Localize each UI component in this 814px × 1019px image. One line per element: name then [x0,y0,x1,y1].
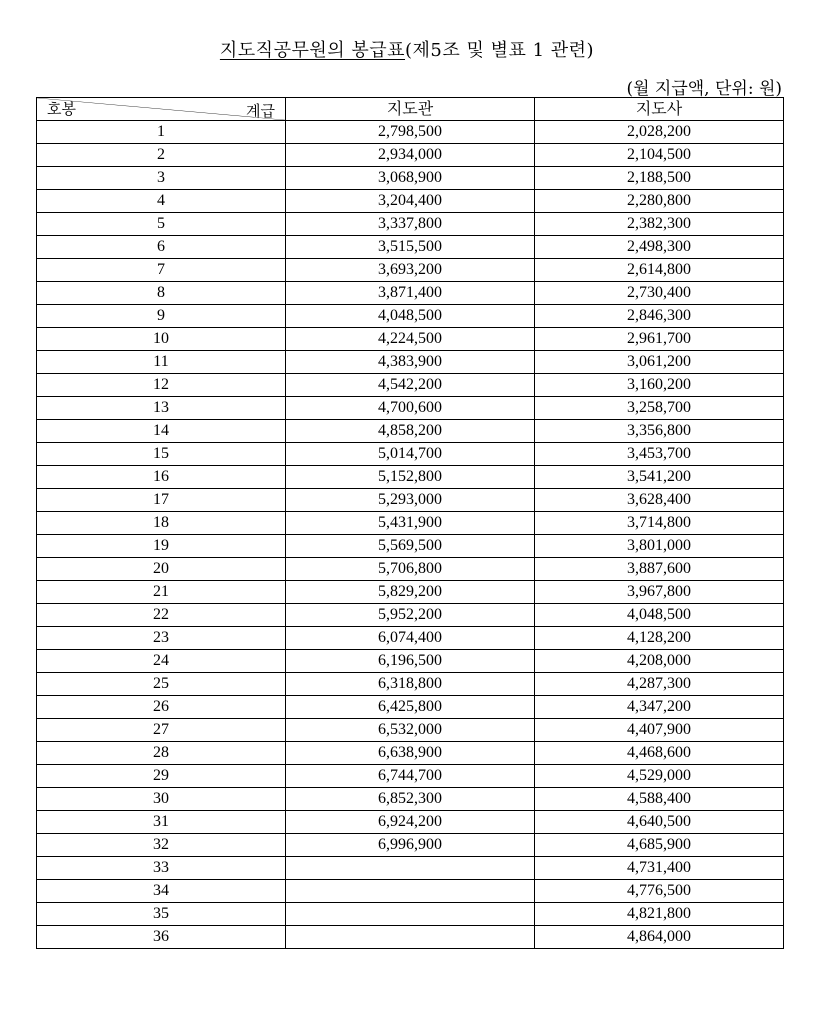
jidosa-salary-cell: 2,382,300 [535,213,784,236]
table-row [37,742,784,765]
table-row [37,190,784,213]
jidogwan-salary-cell: 6,852,300 [286,788,535,811]
jidogwan-salary-cell: 5,014,700 [286,443,535,466]
step-cell: 33 [37,857,286,880]
step-cell: 5 [37,213,286,236]
table-row [37,167,784,190]
step-cell: 29 [37,765,286,788]
step-cell: 36 [37,926,286,949]
jidosa-salary-cell: 4,731,400 [535,857,784,880]
table-row [37,558,784,581]
jidogwan-salary-cell: 5,293,000 [286,489,535,512]
step-cell: 7 [37,259,286,282]
jidogwan-salary-cell: 4,383,900 [286,351,535,374]
step-cell: 31 [37,811,286,834]
jidosa-salary-cell: 4,640,500 [535,811,784,834]
unit-note: (월 지급액, 단위: 원) [626,79,782,99]
jidosa-salary-cell: 3,887,600 [535,558,784,581]
jidosa-salary-cell: 2,104,500 [535,144,784,167]
jidogwan-salary-cell: 5,952,200 [286,604,535,627]
table-row [37,880,784,903]
jidogwan-salary-cell [286,857,535,880]
table-row [37,719,784,742]
jidosa-salary-cell: 4,864,000 [535,926,784,949]
jidogwan-salary-cell: 3,204,400 [286,190,535,213]
table-row [37,627,784,650]
jidosa-salary-cell: 4,685,900 [535,834,784,857]
step-cell: 3 [37,167,286,190]
jidogwan-salary-cell: 5,706,800 [286,558,535,581]
table-row [37,926,784,949]
step-cell: 28 [37,742,286,765]
step-cell: 18 [37,512,286,535]
table-row [37,305,784,328]
jidogwan-salary-cell: 6,638,900 [286,742,535,765]
table-row [37,236,784,259]
step-cell: 12 [37,374,286,397]
step-cell: 9 [37,305,286,328]
table-row [37,788,784,811]
jidosa-salary-cell: 2,028,200 [535,121,784,144]
jidosa-salary-cell: 3,160,200 [535,374,784,397]
table-row [37,765,784,788]
jidogwan-salary-cell: 5,152,800 [286,466,535,489]
table-row [37,535,784,558]
column-header-jidosa: 지도사 [535,98,784,121]
jidosa-salary-cell: 3,258,700 [535,397,784,420]
step-cell: 4 [37,190,286,213]
table-row [37,834,784,857]
title-suffix: (제5조 및 별표 1 관련) [405,40,595,61]
jidosa-salary-cell: 4,048,500 [535,604,784,627]
step-cell: 11 [37,351,286,374]
step-cell: 13 [37,397,286,420]
jidosa-salary-cell: 2,188,500 [535,167,784,190]
jidosa-salary-cell: 3,541,200 [535,466,784,489]
table-row [37,328,784,351]
table-row [37,397,784,420]
jidosa-salary-cell: 3,801,000 [535,535,784,558]
jidogwan-salary-cell: 6,532,000 [286,719,535,742]
step-cell: 21 [37,581,286,604]
jidosa-salary-cell: 4,529,000 [535,765,784,788]
jidosa-salary-cell: 4,821,800 [535,903,784,926]
table-row [37,696,784,719]
step-cell: 20 [37,558,286,581]
table-header-row [37,98,784,121]
jidosa-salary-cell: 2,846,300 [535,305,784,328]
step-cell: 10 [37,328,286,351]
table-row [37,581,784,604]
table-row [37,466,784,489]
jidosa-salary-cell: 3,628,400 [535,489,784,512]
table-row [37,650,784,673]
table-row [37,282,784,305]
table-row [37,420,784,443]
step-cell: 1 [37,121,286,144]
jidosa-salary-cell: 3,356,800 [535,420,784,443]
step-cell: 25 [37,673,286,696]
jidosa-salary-cell: 3,061,200 [535,351,784,374]
jidogwan-salary-cell: 3,693,200 [286,259,535,282]
jidosa-salary-cell: 2,280,800 [535,190,784,213]
step-cell: 15 [37,443,286,466]
step-cell: 17 [37,489,286,512]
table-row [37,673,784,696]
jidogwan-salary-cell [286,926,535,949]
table-row [37,213,784,236]
step-cell: 14 [37,420,286,443]
step-cell: 2 [37,144,286,167]
jidogwan-salary-cell [286,903,535,926]
grade-label: 계급 [246,102,275,120]
jidosa-salary-cell: 2,614,800 [535,259,784,282]
document-title [0,36,814,62]
table-row [37,604,784,627]
jidogwan-salary-cell: 4,858,200 [286,420,535,443]
jidogwan-salary-cell: 2,934,000 [286,144,535,167]
jidogwan-salary-cell: 4,048,500 [286,305,535,328]
step-cell: 27 [37,719,286,742]
table-row [37,144,784,167]
table-row [37,443,784,466]
diagonal-header-cell [37,98,286,121]
jidogwan-salary-cell: 4,224,500 [286,328,535,351]
jidosa-salary-cell: 4,347,200 [535,696,784,719]
jidosa-salary-cell: 2,730,400 [535,282,784,305]
step-cell: 30 [37,788,286,811]
step-cell: 26 [37,696,286,719]
table-row [37,903,784,926]
step-cell: 22 [37,604,286,627]
jidogwan-salary-cell: 5,569,500 [286,535,535,558]
jidogwan-salary-cell: 6,924,200 [286,811,535,834]
table-row [37,259,784,282]
table-row [37,857,784,880]
step-cell: 35 [37,903,286,926]
step-cell: 32 [37,834,286,857]
title-main: 지도직공무원의 봉급표 [219,40,406,61]
jidosa-salary-cell: 4,588,400 [535,788,784,811]
step-cell: 24 [37,650,286,673]
jidogwan-salary-cell: 3,337,800 [286,213,535,236]
jidogwan-salary-cell: 2,798,500 [286,121,535,144]
table-row [37,489,784,512]
step-label: 호봉 [47,100,76,118]
jidogwan-salary-cell: 4,700,600 [286,397,535,420]
step-cell: 16 [37,466,286,489]
table-row [37,121,784,144]
step-cell: 34 [37,880,286,903]
table-row [37,512,784,535]
salary-table [36,97,784,949]
table-row [37,374,784,397]
jidosa-salary-cell: 2,961,700 [535,328,784,351]
jidogwan-salary-cell: 6,744,700 [286,765,535,788]
step-cell: 6 [37,236,286,259]
jidogwan-salary-cell: 4,542,200 [286,374,535,397]
column-header-jidogwan: 지도관 [286,98,535,121]
jidosa-salary-cell: 4,287,300 [535,673,784,696]
step-cell: 23 [37,627,286,650]
table-row [37,351,784,374]
jidosa-salary-cell: 4,776,500 [535,880,784,903]
jidosa-salary-cell: 4,468,600 [535,742,784,765]
jidosa-salary-cell: 3,714,800 [535,512,784,535]
jidosa-salary-cell: 4,407,900 [535,719,784,742]
jidogwan-salary-cell: 6,425,800 [286,696,535,719]
jidogwan-salary-cell: 3,871,400 [286,282,535,305]
jidogwan-salary-cell: 6,318,800 [286,673,535,696]
jidosa-salary-cell: 3,453,700 [535,443,784,466]
jidogwan-salary-cell: 6,196,500 [286,650,535,673]
jidosa-salary-cell: 2,498,300 [535,236,784,259]
jidogwan-salary-cell: 5,431,900 [286,512,535,535]
jidogwan-salary-cell: 6,996,900 [286,834,535,857]
jidosa-salary-cell: 4,128,200 [535,627,784,650]
jidogwan-salary-cell [286,880,535,903]
jidogwan-salary-cell: 3,068,900 [286,167,535,190]
table-row [37,811,784,834]
jidogwan-salary-cell: 6,074,400 [286,627,535,650]
jidosa-salary-cell: 4,208,000 [535,650,784,673]
jidosa-salary-cell: 3,967,800 [535,581,784,604]
step-cell: 8 [37,282,286,305]
step-cell: 19 [37,535,286,558]
jidogwan-salary-cell: 3,515,500 [286,236,535,259]
jidogwan-salary-cell: 5,829,200 [286,581,535,604]
